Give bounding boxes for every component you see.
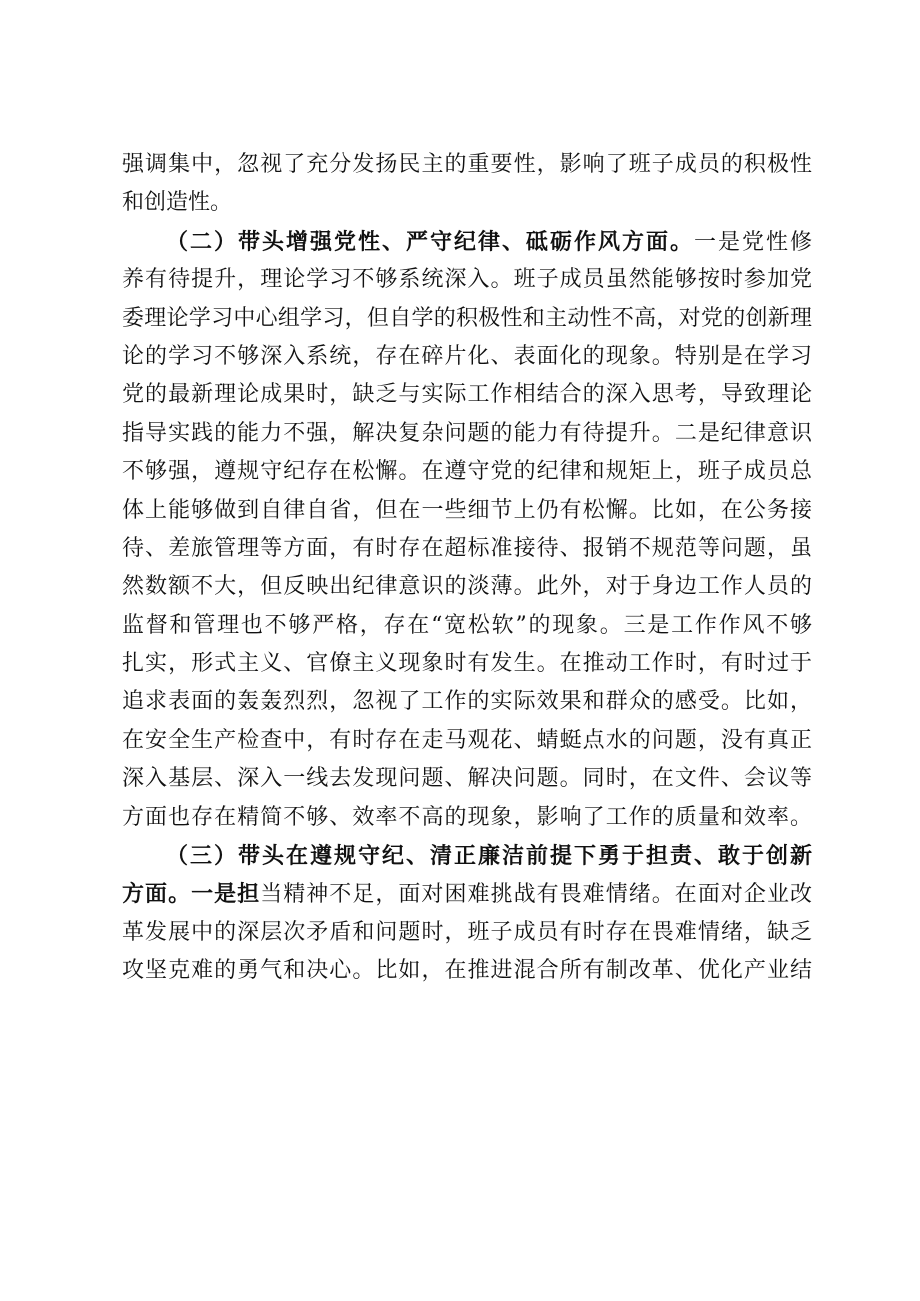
line-text: 体上能够做到自律自省，但在一些细节上仍有松懈。比如，在公务接 [122, 497, 812, 523]
line-text: 攻坚克难的勇气和决心。比如，在推进混合所有制改革、优化产业结 [122, 958, 812, 984]
text-line [122, 415, 812, 453]
line-text: 一是党性修 [693, 229, 812, 255]
text-line [122, 376, 812, 414]
text-line [122, 184, 812, 222]
line-text: 监督和管理也不够严格，存在“宽松软”的现象。三是工作作风不够 [122, 612, 812, 638]
line-text: 扎实，形式主义、官僚主义现象时有发生。在推动工作时，有时过于 [122, 651, 812, 677]
line-text: 强调集中，忽视了充分发扬民主的重要性，影响了班子成员的积极性 [122, 152, 812, 177]
section-heading-line [122, 223, 812, 261]
text-line [122, 607, 812, 645]
line-text: 革发展中的深层次矛盾和问题时，班子成员有时存在畏难情绪，缺乏 [122, 919, 812, 945]
text-line [122, 146, 812, 184]
document-body [122, 146, 812, 991]
line-text: 然数额不大，但反映出纪律意识的淡薄。此外，对于身边工作人员的 [122, 574, 812, 600]
line-text: 在安全生产检查中，有时存在走马观花、蜻蜓点水的问题，没有真正 [122, 727, 812, 753]
section-heading-2: （二）带头增强党性、严守纪律、砥砺作风方面。 [166, 228, 694, 255]
line-text: 待、差旅管理等方面，有时存在超标准接待、报销不规范等问题，虽 [122, 535, 812, 561]
section-heading-line [122, 837, 812, 875]
line-text: 方面也存在精简不够、效率不高的现象，影响了工作的质量和效率。 [122, 804, 812, 830]
text-line [122, 952, 812, 990]
text-line [122, 338, 812, 376]
text-line [122, 914, 812, 952]
line-text: 和创造性。 [122, 190, 233, 216]
text-line [122, 261, 812, 299]
line-text: 养有待提升，理论学习不够系统深入。班子成员虽然能够按时参加党 [122, 267, 812, 293]
section-heading-3-cont: 方面。一是担 [122, 881, 261, 908]
text-line [122, 799, 812, 837]
line-text: 追求表面的轰轰烈烈，忽视了工作的实际效果和群众的感受。比如， [122, 689, 812, 715]
line-text: 委理论学习中心组学习，但自学的积极性和主动性不高，对党的创新理 [122, 305, 812, 331]
line-text: 不够强，遵规守纪存在松懈。在遵守党的纪律和规矩上，班子成员总 [122, 459, 812, 485]
line-text: 指导实践的能力不强，解决复杂问题的能力有待提升。二是纪律意识 [122, 420, 812, 446]
text-line [122, 568, 812, 606]
text-line [122, 722, 812, 760]
section-heading-3: （三）带头在遵规守纪、清正廉洁前提下勇于担责、敢于创新 [166, 843, 812, 870]
line-text: 党的最新理论成果时，缺乏与实际工作相结合的深入思考，导致理论 [122, 382, 812, 408]
text-line [122, 875, 812, 913]
text-line [122, 683, 812, 721]
text-line [122, 760, 812, 798]
text-line [122, 453, 812, 491]
line-text: 论的学习不够深入系统，存在碎片化、表面化的现象。特别是在学习 [122, 343, 812, 369]
text-line [122, 300, 812, 338]
text-line [122, 492, 812, 530]
line-text: 当精神不足，面对困难挑战有畏难情绪。在面对企业改 [260, 882, 812, 908]
text-line [122, 645, 812, 683]
text-line [122, 530, 812, 568]
line-text: 深入基层、深入一线去发现问题、解决问题。同时，在文件、会议等 [122, 766, 812, 792]
